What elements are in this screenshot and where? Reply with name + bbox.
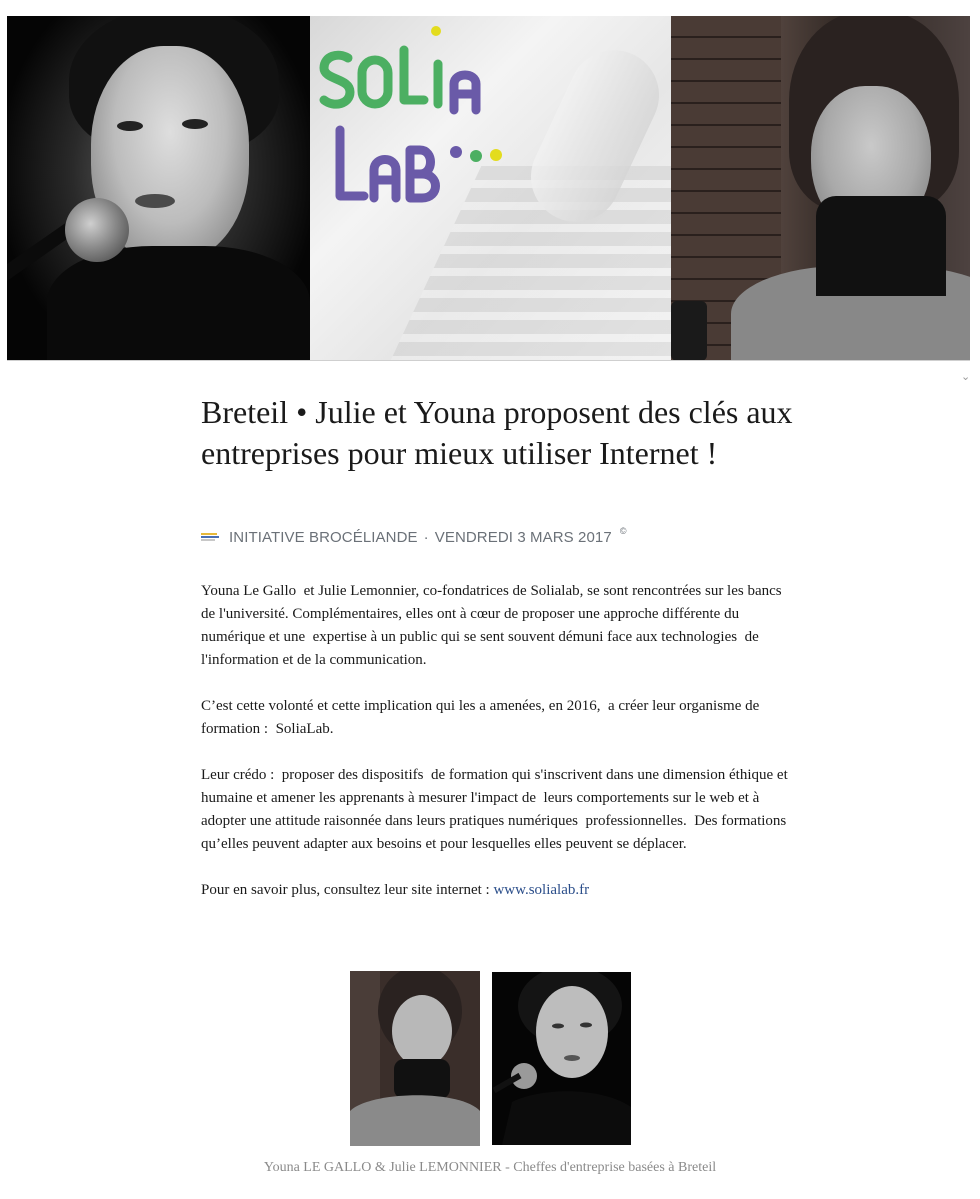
photo-youna [350, 971, 480, 1146]
hero-logo-panel [310, 16, 671, 360]
paragraph: Youna Le Gallo et Julie Lemonnier, co-fondatrices de Solialab, se sont rencontrées sur les bancs de l'université. Complémentaires, elles ont à cœur de proposer une approche différente du numérique et une expertise à un public qui se sent souvent démuni face aux technologies de l'information et de la communication. [201, 583, 786, 668]
hero-photo-julie [7, 16, 310, 360]
source-logo-icon [201, 533, 219, 541]
solialab-logo [316, 20, 516, 210]
article-body [201, 580, 791, 925]
article-title: Breteil • Julie et Youna proposent des clés aux entreprises pour mieux utiliser Internet ! [201, 394, 793, 471]
paragraph: Leur crédo : proposer des dispositifs de formation qui s'inscrivent dans une dimension éthique et humaine et amener les apprenants à mesurer l'impact de leurs comportements sur le web et à adopter une attitude raisonnée dans leurs pratiques numériques professionnelles. Des formations qu’elles peuvent adapter aux besoins et pour lesquelles elles peuvent se déplacer. [201, 767, 792, 852]
microphone-image [65, 198, 129, 262]
copyright-icon: © [619, 526, 627, 536]
website-link[interactable]: www.solialab.fr [493, 882, 590, 898]
more-info-paragraph [201, 879, 791, 902]
source-name[interactable]: INITIATIVE BROCÉLIANDE [229, 528, 418, 546]
hero-photo-youna [671, 16, 970, 360]
article-meta [201, 526, 801, 548]
hero-banner [7, 16, 970, 360]
more-info-text: Pour en savoir plus, consultez leur site internet : [201, 882, 494, 898]
photo-caption: Youna LE GALLO & Julie LEMONNIER - Cheffes d'entreprise basées à Breteil [263, 1160, 717, 1175]
paragraph: C’est cette volonté et cette implication qui les a amenées, en 2016, a créer leur organisme de formation : SoliaLab. [201, 698, 764, 737]
photo-julie [492, 972, 631, 1145]
divider [7, 360, 970, 361]
meta-separator: · [423, 528, 429, 546]
chevron-down-icon[interactable]: ⌄ [961, 370, 971, 383]
publish-date: VENDREDI 3 MARS 2017 [434, 528, 612, 546]
